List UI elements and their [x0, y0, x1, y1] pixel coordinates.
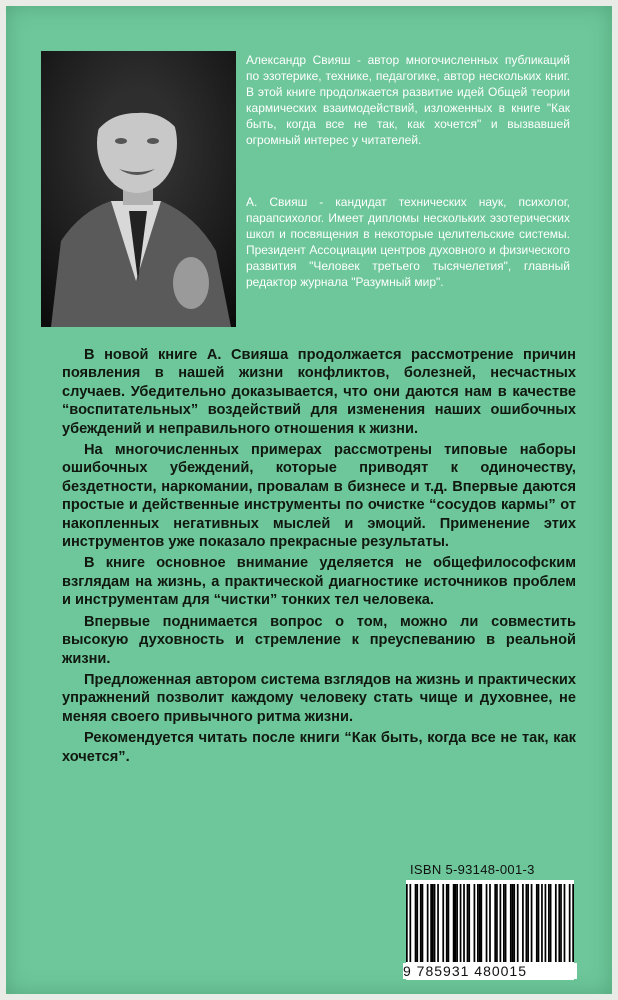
- barcode-bar: [409, 884, 411, 962]
- barcode-bar: [460, 884, 462, 962]
- barcode-bar: [456, 884, 458, 962]
- author-portrait-image: [41, 51, 236, 327]
- barcode-bar: [545, 884, 547, 962]
- author-bio-paragraph-2: А. Свияш - кандидат технических наук, психолог, парапсихолог. Имеет дипломы нескольких эзотерических школ и посвящения в некоторые целительские системы. Президент Ассоциации центров духовного и физического развития "Человек третьего тысячелетия", главный редактор журнала "Разумный мир".: [246, 195, 570, 289]
- barcode-bar: [434, 884, 436, 962]
- barcode-bar: [432, 884, 434, 962]
- barcode-bar: [494, 884, 496, 962]
- barcode-bar: [427, 884, 429, 962]
- barcode-bar: [416, 884, 418, 962]
- author-bio-paragraph-1: Александр Свияш - автор многочисленных публикаций по эзотерике, технике, педагогике, автор нескольких книг. В этой книге продолжается развитие идей Общей теории кармических взаимодействий, изложенных в книге "Как быть, когда все не так, как хочется" и вызвавшей огромный интерес у читателей.: [246, 53, 570, 147]
- barcode-bar: [555, 884, 557, 962]
- barcode-bar: [526, 884, 528, 962]
- barcode-bar: [564, 884, 566, 962]
- barcode-bar: [510, 884, 512, 962]
- barcode-bar: [489, 884, 491, 962]
- barcode-bar: [448, 884, 450, 962]
- isbn-label: ISBN 5-93148-001-3: [410, 862, 535, 877]
- barcode-bar: [468, 884, 470, 962]
- description-paragraph-1: В новой книге А. Свияша продолжается рассмотрение причин появления в нашей жизни конфликтов, болезней, несчастных случаев. Убедительно доказывается, что они даются нам в качестве “воспитательных” воздействий для изменения наших ошибочных убеждений и неправильного отношения к жизни.: [62, 347, 576, 437]
- barcode-bar: [415, 884, 417, 962]
- description-paragraph-6: Рекомендуется читать после книги “Как быть, когда все не так, как хочется”.: [62, 730, 576, 765]
- isbn-barcode-digits: 9 785931 480015: [403, 963, 577, 979]
- barcode-bar: [536, 884, 538, 962]
- barcode-bar: [420, 884, 422, 962]
- barcode-bar: [558, 884, 560, 962]
- barcode-bar: [486, 884, 488, 962]
- barcode-bar: [503, 884, 505, 962]
- barcode-bar: [422, 884, 424, 962]
- barcode-bar: [541, 884, 543, 962]
- barcode-bar: [560, 884, 562, 962]
- barcode-bar: [479, 884, 481, 962]
- barcode-bar: [500, 884, 502, 962]
- barcode-bar: [513, 884, 515, 962]
- barcode-bar: [572, 884, 574, 962]
- barcode-bar: [437, 884, 439, 962]
- barcode-bar: [496, 884, 498, 962]
- barcode-bar: [446, 884, 448, 962]
- description-paragraph-3: В книге основное внимание уделяется не общефилософским взглядам на жизнь, а практической диагностике источников проблем и инструментам для “чистки” тонких тел человека.: [62, 555, 576, 609]
- barcode-bar: [442, 884, 444, 962]
- barcode-bar: [512, 884, 514, 962]
- description-paragraph-2: На многочисленных примерах рассмотрены типовые наборы ошибочных убеждений, которые приводят к одиночеству, бездетности, наркомании, провалам в бизнесе и т.д. Впервые даются простые и действенные инструменты по очистке “сосудов кармы” от накопленных негативных мыслей и эмоций. Применение этих инструментов уже показало прекрасные результаты.: [62, 442, 576, 551]
- barcode-bar: [406, 884, 408, 962]
- description-paragraph-4: Впервые поднимается вопрос о том, можно ли совместить высокую духовность и стремление к преуспеванию в реальной жизни.: [62, 613, 576, 667]
- book-description: [62, 346, 576, 769]
- barcode-bar: [548, 884, 550, 962]
- barcode-bar: [505, 884, 507, 962]
- barcode-bar: [467, 884, 469, 962]
- description-paragraph-5: Предложенная автором система взглядов на жизнь и практических упражнений позволит каждому человеку стать чище и духовнее, не меняя своего привычного ритма жизни.: [62, 671, 576, 725]
- barcode-bar: [527, 884, 529, 962]
- author-photo: [41, 51, 236, 327]
- barcode-bar: [480, 884, 482, 962]
- barcode-bar: [454, 884, 456, 962]
- barcode-bar: [430, 884, 432, 962]
- barcode-bar: [477, 884, 479, 962]
- barcode-bar: [463, 884, 465, 962]
- barcode-bar: [538, 884, 540, 962]
- barcode-bar: [517, 884, 519, 962]
- barcode-bar: [522, 884, 524, 962]
- barcode-bar: [569, 884, 571, 962]
- barcode-bars: [406, 880, 574, 962]
- barcode-bar: [474, 884, 476, 962]
- barcode-bar: [550, 884, 552, 962]
- barcode-bar: [531, 884, 533, 962]
- barcode-bar: [453, 884, 455, 962]
